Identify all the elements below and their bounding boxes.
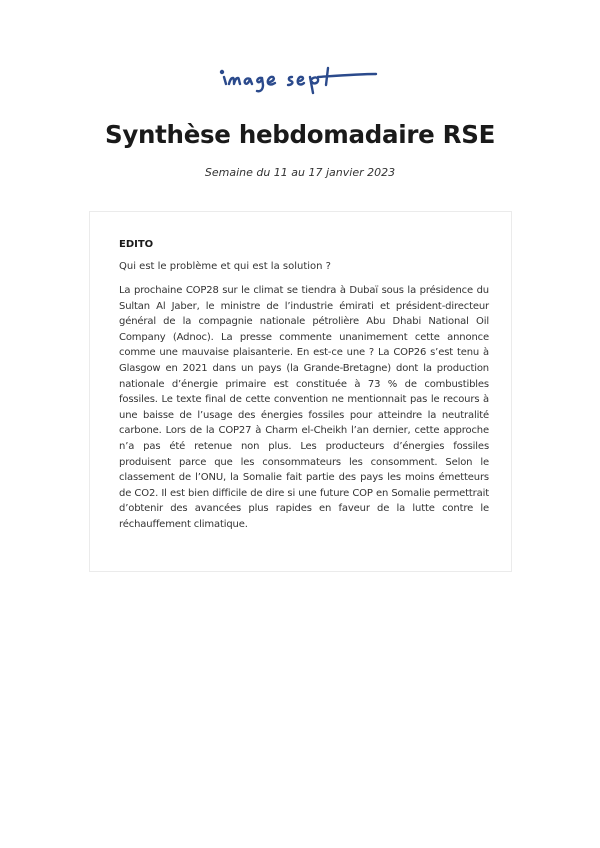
editorial-card xyxy=(89,211,512,572)
logo-signature-icon xyxy=(218,60,388,100)
week-subtitle: Semaine du 11 au 17 janvier 2023 xyxy=(204,166,396,179)
edito-question: Qui est le problème et qui est la solution ? xyxy=(119,261,331,272)
image-sept-logo xyxy=(218,60,388,100)
edito-heading: EDITO xyxy=(119,239,154,250)
page-title: Synthèse hebdomadaire RSE xyxy=(104,120,496,149)
edito-body-text: La prochaine COP28 sur le climat se tiendra à Dubaï sous la présidence du Sultan Al Jaber, le ministre de l’industrie émirati et président-directeur général de la compagnie nationale pétrolière Abu Dhabi National Oil Company (Adnoc). La presse commente unanimement cette annonce comme une mauvaise plaisanterie. En est-ce une ? La COP26 s’est tenu à Glasgow en 2021 dans un pays (la Grande-Bretagne) dont la production nationale d’énergie primaire est constituée à 73 % de combustibles fossiles. Le texte final de cette convention ne mentionnait pas le recours à une baisse de l’usage des énergies fossiles pour atteindre la neutralité carbone. Lors de la COP27 à Charm el-Cheikh l’an dernier, cette approche n’a pas été retenue non plus. Les producteurs d’énergies fossiles produisent parce que les consommateurs les consomment. Selon le classement de l’ONU, la Somalie fait partie des pays les moins émetteurs de CO2. Il est bien difficile de dire si une future COP en Somalie permettrait d’obtenir des avancées plus rapides en faveur de la lutte contre le réchauffement climatique. xyxy=(119,285,489,530)
